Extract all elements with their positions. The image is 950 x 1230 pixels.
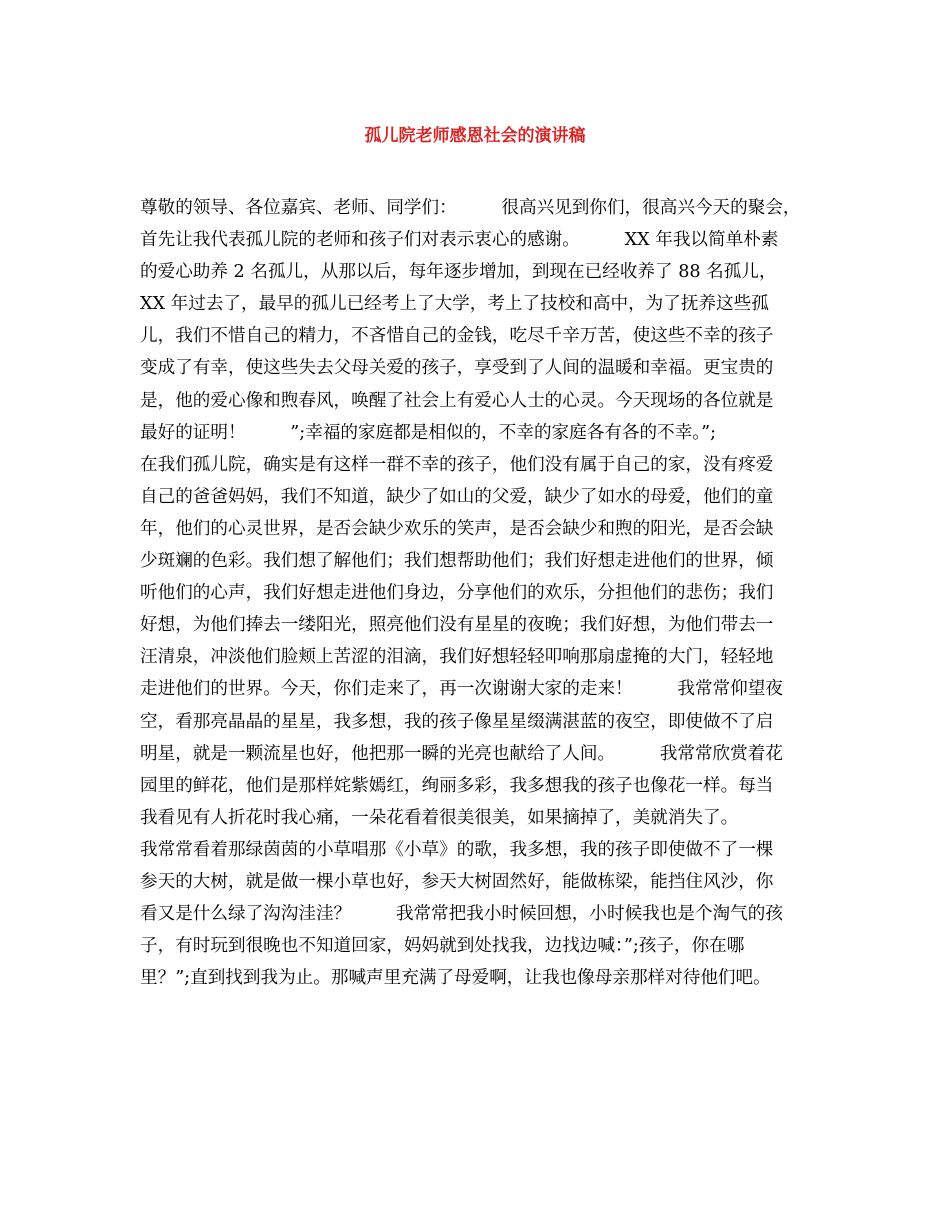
body-line: 我常常看着那绿茵茵的小草唱那《小草》的歌，我多想，我的孩子即使做不了一棵: [140, 839, 774, 860]
body-line: 年，他们的心灵世界，是否会缺少欢乐的笑声，是否会缺少和煦的阳光，是否会缺: [140, 518, 774, 539]
body-line: 最好的证明！ ”;幸福的家庭都是相似的，不幸的家庭各有各的不幸。”;: [140, 422, 717, 443]
body-line: 首先让我代表孤儿院的老师和孩子们对表示衷心的感谢。 XX 年我以简单朴素: [140, 230, 779, 251]
body-line: 看又是什么绿了沟沟洼洼？ 我常常把我小时候回想，小时候我也是个淘气的孩: [140, 904, 783, 925]
body-line: 空，看那亮晶晶的星星，我多想，我的孩子像星星缀满湛蓝的夜空，即使做不了启: [140, 711, 774, 732]
body-line: 少斑斓的色彩。我们想了解他们；我们想帮助他们；我们好想走进他们的世界，倾: [140, 551, 774, 572]
body-line: 里？”;直到找到我为止。那喊声里充满了母爱啊，让我也像母亲那样对待他们吧。: [140, 968, 771, 989]
body-line: 园里的鲜花，他们是那样姹紫嫣红，绚丽多彩，我多想我的孩子也像花一样。每当: [140, 775, 774, 796]
body-line: 变成了有幸，使这些失去父母关爱的孩子，享受到了人间的温暖和幸福。更宝贵的: [140, 358, 774, 379]
body-line: 好想，为他们捧去一缕阳光，照亮他们没有星星的夜晚；我们好想，为他们带去一: [140, 615, 774, 636]
body-line: 儿，我们不惜自己的精力，不吝惜自己的金钱，吃尽千辛万苦，使这些不幸的孩子: [140, 326, 774, 347]
body-line: 明星，就是一颗流星也好，他把那一瞬的光亮也献给了人间。 我常常欣赏着花: [140, 743, 783, 764]
body-line: 尊敬的领导、各位嘉宾、老师、同学们： 很高兴见到你们，很高兴今天的聚会，: [140, 198, 801, 218]
body-line: 汪清泉，冲淡他们脸颊上苦涩的泪滴，我们好想轻轻叩响那扇虚掩的大门，轻轻地: [140, 647, 774, 668]
document-body: [140, 192, 830, 994]
body-line: 在我们孤儿院，确实是有这样一群不幸的孩子，他们没有属于自己的家，没有疼爱: [140, 454, 774, 475]
body-line: 自己的爸爸妈妈，我们不知道，缺少了如山的父爱，缺少了如水的母爱，他们的童: [140, 486, 774, 507]
body-line: 子，有时玩到很晚也不知道回家，妈妈就到处找我，边找边喊：”;孩子，你在哪: [140, 936, 745, 957]
document-title: 孤儿院老师感恩社会的演讲稿: [364, 126, 586, 146]
body-line: 听他们的心声，我们好想走进他们身边，分享他们的欢乐，分担他们的悲伤；我们: [140, 583, 774, 604]
body-line: XX 年过去了，最早的孤儿已经考上了大学，考上了技校和高中，为了抚养这些孤: [140, 294, 769, 315]
body-line: 我看见有人折花时我心痛，一朵花看着很美很美，如果摘掉了，美就消失了。: [140, 807, 739, 828]
body-line: 走进他们的世界。今天，你们走来了，再一次谢谢大家的走来！ 我常常仰望夜: [140, 679, 783, 700]
body-line: 是，他的爱心像和煦春风，唤醒了社会上有爱心人士的心灵。今天现场的各位就是: [140, 390, 774, 411]
body-line: 的爱心助养 2 名孤儿，从那以后，每年逐步增加，到现在已经收养了 88 名孤儿，: [140, 262, 777, 283]
body-line: 参天的大树，就是做一棵小草也好，参天大树固然好，能做栋梁，能挡住风沙，你: [140, 871, 774, 892]
